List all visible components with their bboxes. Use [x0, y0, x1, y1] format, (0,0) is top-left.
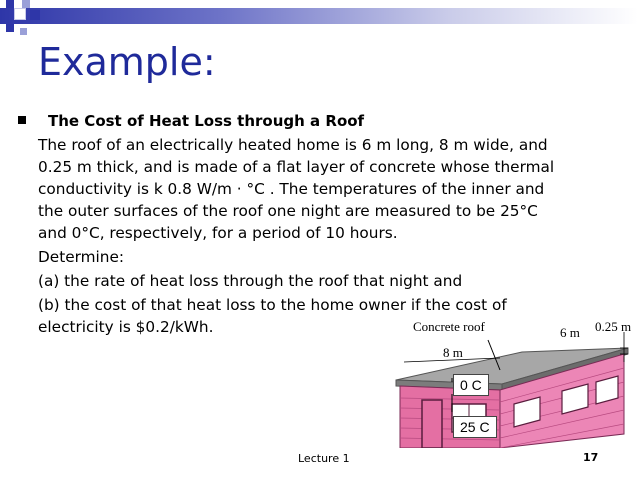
deco-square — [30, 10, 40, 20]
page-number: 17 — [583, 451, 599, 464]
deco-square — [6, 0, 14, 8]
deco-square — [14, 8, 26, 20]
concrete-roof-label: Concrete roof — [413, 319, 485, 334]
slide-title: Example: — [38, 40, 216, 84]
problem-line-1: The roof of an electrically heated home is 6 m long, 8 m wide, and — [38, 136, 548, 154]
thickness-label: 0.25 m — [595, 319, 632, 334]
problem-line-3: conductivity is k 0.8 W/m · °C . The temperatures of the inner and — [38, 180, 545, 198]
outer-temperature-box: 0 C — [453, 374, 489, 396]
determine-label: Determine: — [38, 248, 125, 266]
front-door — [422, 400, 442, 448]
part-b-line-2: electricity is $0.2/kWh. — [38, 318, 214, 336]
bullet-heading-text: The Cost of Heat Loss through a Roof — [48, 112, 365, 130]
footer-lecture-label: Lecture 1 — [298, 452, 350, 465]
bullet-square-icon — [18, 116, 26, 124]
deco-square — [20, 28, 27, 35]
problem-line-5: and 0°C, respectively, for a period of 10 hours. — [38, 224, 398, 242]
problem-line-4: the outer surfaces of the roof one night are measured to be 25°C — [38, 202, 538, 220]
house-illustration — [390, 318, 638, 448]
deco-square — [22, 0, 30, 8]
bullet-heading — [18, 112, 364, 130]
header-gradient-bar — [0, 8, 638, 24]
deco-square — [6, 24, 14, 32]
inner-temperature-box: 25 C — [453, 416, 497, 438]
part-a-text: (a) the rate of heat loss through the roof that night and — [38, 272, 463, 290]
length-label: 6 m — [560, 325, 580, 340]
part-b-line-1: (b) the cost of that heat loss to the home owner if the cost of — [38, 296, 507, 314]
problem-line-2: 0.25 m thick, and is made of a flat layer of concrete whose thermal — [38, 158, 555, 176]
width-label: 8 m — [443, 345, 463, 360]
